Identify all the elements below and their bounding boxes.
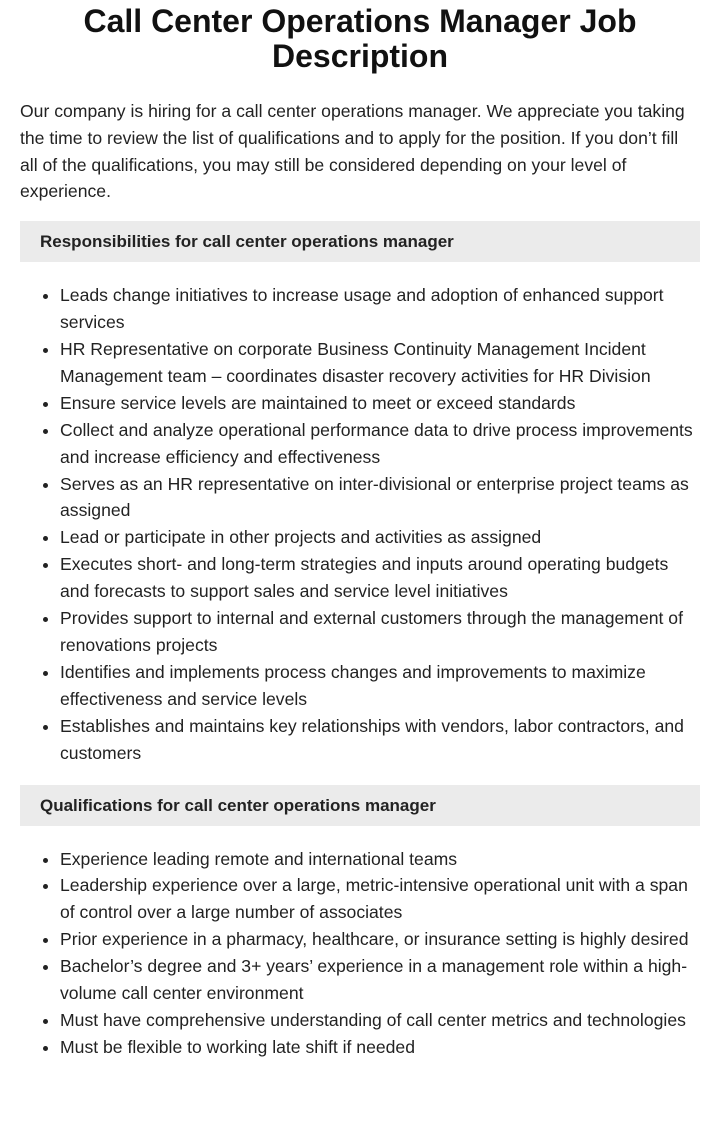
- page-title: Call Center Operations Manager Job Description: [83, 3, 637, 74]
- list-item: • HR Representative on corporate Business Continuity Management Incident Management team – coordinates disaster recovery activities for HR Division: [60, 336, 700, 390]
- responsibilities-list: [0, 282, 700, 766]
- qualifications-list: [0, 846, 700, 1061]
- list-item: • Serves as an HR representative on inter-divisional or enterprise project teams as assigned: [60, 471, 700, 525]
- list-item: • Experience leading remote and international teams: [60, 846, 700, 873]
- list-item: • Must have comprehensive understanding of call center metrics and technologies: [60, 1007, 700, 1034]
- intro-paragraph: Our company is hiring for a call center operations manager. We appreciate you taking the time to review the list of qualifications and to apply for the position. If you don’t fill all of the qualifications, you may still be considered depending on your level of experience.: [20, 101, 685, 202]
- list-item: • Prior experience in a pharmacy, healthcare, or insurance setting is highly desired: [60, 926, 700, 953]
- list-item: • Establishes and maintains key relationships with vendors, labor contractors, and customers: [60, 713, 700, 767]
- responsibilities-heading: Responsibilities for call center operations manager: [20, 221, 700, 262]
- list-item: • Lead or participate in other projects and activities as assigned: [60, 524, 700, 551]
- list-item: • Must be flexible to working late shift if needed: [60, 1034, 700, 1061]
- list-item: • Executes short- and long-term strategies and inputs around operating budgets and forecasts to support sales and service level initiatives: [60, 551, 700, 605]
- list-item: • Leadership experience over a large, metric-intensive operational unit with a span of control over a large number of associates: [60, 872, 700, 926]
- list-item: • Bachelor’s degree and 3+ years’ experience in a management role within a high-volume call center environment: [60, 953, 700, 1007]
- list-item: • Ensure service levels are maintained to meet or exceed standards: [60, 390, 700, 417]
- list-item: • Leads change initiatives to increase usage and adoption of enhanced support services: [60, 282, 700, 336]
- qualifications-heading: Qualifications for call center operations manager: [20, 785, 700, 826]
- list-item: • Collect and analyze operational performance data to drive process improvements and increase efficiency and effectiveness: [60, 417, 700, 471]
- list-item: • Provides support to internal and external customers through the management of renovations projects: [60, 605, 700, 659]
- list-item: • Identifies and implements process changes and improvements to maximize effectiveness and service levels: [60, 659, 700, 713]
